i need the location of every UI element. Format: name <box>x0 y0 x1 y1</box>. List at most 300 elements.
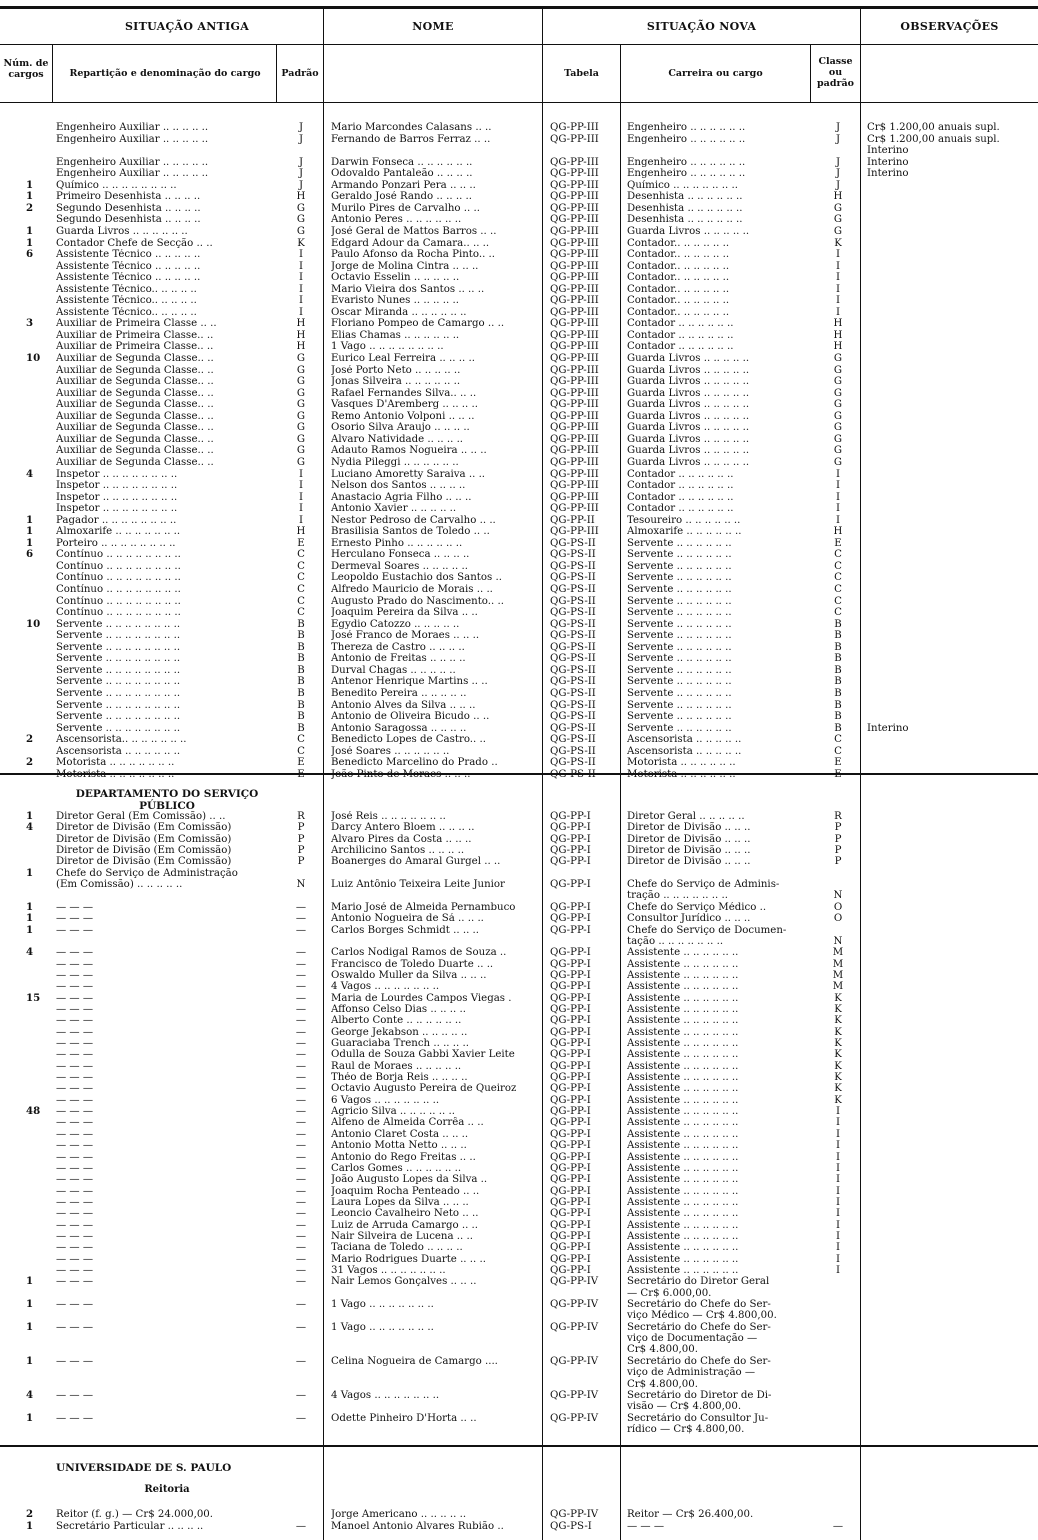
cell-pad: — <box>295 1026 307 1038</box>
cell-pad: C <box>297 595 305 607</box>
cell-cargo: Servente .. .. .. .. .. .. .. .. <box>56 618 181 630</box>
cell-cls: K <box>834 1094 842 1106</box>
cell-cls: C <box>834 745 842 757</box>
cell-tab: QG-PP-III <box>550 433 599 445</box>
cell-cls: C <box>834 607 842 619</box>
cell-tab: QG-PP-III <box>550 249 599 261</box>
cell-cargo: Auxiliar de Segunda Classe.. .. <box>56 410 214 422</box>
cell-car: Secretário do Chefe do Ser- <box>627 1321 771 1333</box>
cell-cargo: Primeiro Desenhista .. .. .. .. <box>56 191 201 203</box>
cell-cls: J <box>835 168 841 180</box>
cell-car: Assistente .. .. .. .. .. .. <box>627 1094 739 1106</box>
cell-nome: Nair Lemos Gonçalves .. .. .. <box>331 1276 477 1288</box>
cell-pad: G <box>296 214 306 226</box>
cell-num: 4 <box>26 1389 34 1401</box>
cell-cls: K <box>834 1072 842 1084</box>
cell-nome: Alvaro Pires da Costa .. .. .. <box>331 833 472 845</box>
cell-cls: C <box>834 560 842 572</box>
cell-pad: N <box>296 879 306 891</box>
cell-car: rídico — Cr$ 4.800,00. <box>627 1423 745 1435</box>
cell-num: 6 <box>26 249 34 261</box>
cell-nome: Floriano Pompeo de Camargo .. .. <box>331 318 505 330</box>
cell-cargo: Diretor de Divisão (Em Comissão) <box>56 833 232 845</box>
cell-tab: QG-PS-II <box>550 560 596 572</box>
cell-tab: QG-PP-IV <box>550 1299 599 1311</box>
cell-pad: — <box>295 1355 307 1367</box>
cell-cls: K <box>834 1038 842 1049</box>
cell-pad: B <box>297 711 305 723</box>
cell-pad: — <box>295 1230 307 1242</box>
cell-tab: QG-PP-III <box>550 468 599 480</box>
cell-pad: G <box>296 399 306 411</box>
header-observacoes: OBSERVAÇÕES <box>900 20 999 33</box>
cell-tab: QG-PP-IV <box>550 1355 599 1367</box>
cell-pad: — <box>295 1321 307 1333</box>
cell-pad: — <box>295 913 307 925</box>
cell-car: Engenheiro .. .. .. .. .. .. <box>627 133 746 145</box>
cell-pad: — <box>295 1072 307 1084</box>
cell-cls: I <box>835 1128 841 1140</box>
cell-nome: Leoncio Cavalheiro Neto .. .. <box>331 1208 479 1220</box>
cell-cargo: Auxiliar de Segunda Classe.. .. <box>56 433 214 445</box>
cell-nome: Elias Chamas .. .. .. .. .. .. <box>331 329 460 341</box>
cell-cargo: — — — <box>56 1185 94 1197</box>
cell-cargo: Contador Chefe de Secção .. .. <box>56 237 213 249</box>
cell-pad: I <box>298 272 304 284</box>
cell-cargo: Químico .. .. .. .. .. .. .. .. <box>56 179 177 191</box>
cell-car: Servente .. .. .. .. .. .. <box>627 653 732 665</box>
cell-pad: J <box>298 122 304 133</box>
cell-tab: QG-PP-III <box>550 168 599 180</box>
cell-car: Servente .. .. .. .. .. .. <box>627 699 732 711</box>
cell-tab: QG-PP-III <box>550 122 599 133</box>
cell-tab: QG-PP-III <box>550 422 599 434</box>
cell-tab: QG-PP-III <box>550 526 599 538</box>
cell-pad: — <box>295 1128 307 1140</box>
cell-num: 1 <box>26 526 34 538</box>
cell-cls: I <box>835 503 841 515</box>
cell-cls: G <box>833 202 843 214</box>
cell-car: Chefe do Serviço Médico .. <box>627 901 767 913</box>
cell-tab: QG-PP-III <box>550 503 599 515</box>
cell-car: Guarda Livros .. .. .. .. .. <box>627 399 750 411</box>
cell-cls: P <box>834 856 842 868</box>
cell-num: 1 <box>26 514 34 526</box>
cell-pad: G <box>296 410 306 422</box>
cell-nome: Antonio Claret Costa .. .. .. <box>331 1128 469 1140</box>
cell-tab: QG-PP-I <box>550 1230 591 1242</box>
col-rule-5 <box>620 44 621 1540</box>
cell-car: Assistente .. .. .. .. .. .. <box>627 1253 739 1265</box>
cell-pad: — <box>295 958 307 970</box>
cell-tab: QG-PP-III <box>550 329 599 341</box>
cell-car: Servente .. .. .. .. .. .. <box>627 676 732 688</box>
cell-pad: — <box>295 1162 307 1174</box>
cell-obs: Cr$ 1.200,00 anuais supl. <box>867 122 1000 133</box>
cell-car: Guarda Livros .. .. .. .. .. <box>627 456 750 468</box>
cell-nome: Murilo Pires de Carvalho .. .. <box>331 202 480 214</box>
cell-cargo: Inspetor .. .. .. .. .. .. .. .. <box>56 468 178 480</box>
cell-pad: H <box>296 191 306 203</box>
cell-car: Desenhista .. .. .. .. .. .. <box>627 202 743 214</box>
cell-cls: J <box>835 133 841 145</box>
cell-cargo: Guarda Livros .. .. .. .. .. .. <box>56 225 188 237</box>
cell-cargo: Engenheiro Auxiliar .. .. .. .. .. <box>56 168 209 180</box>
cell-pad: H <box>296 329 306 341</box>
cell-pad: — <box>295 1412 307 1424</box>
cell-tab: QG-PP-III <box>550 295 599 307</box>
cell-nome: Antonio Motta Netto .. .. .. <box>331 1140 467 1152</box>
cell-tab: QG-PP-I <box>550 833 591 845</box>
cell-cls: C <box>834 572 842 584</box>
cell-tab: QG-PP-I <box>550 1196 591 1208</box>
cell-pad: — <box>295 1174 307 1186</box>
cell-cargo: — — — <box>56 1060 94 1072</box>
cell-nome: Jonas Silveira .. .. .. .. .. .. <box>331 376 461 388</box>
cell-nome: Luiz Antônio Teixeira Leite Junior <box>331 879 505 891</box>
cell-cls: M <box>832 969 844 981</box>
cell-pad: E <box>297 768 305 780</box>
cell-tab: QG-PP-I <box>550 913 591 925</box>
cell-cls: G <box>833 387 843 399</box>
cell-nome: 6 Vagos .. .. .. .. .. .. .. <box>331 1094 440 1106</box>
cell-tab: QG-PS-II <box>550 641 596 653</box>
cell-car: Chefe do Serviço de Adminis- <box>627 879 780 891</box>
cell-car: Contador.. .. .. .. .. .. <box>627 260 730 272</box>
header-divider <box>0 44 1038 45</box>
cell-pad: — <box>295 947 307 959</box>
cell-nome: Manoel Antonio Alvares Rubião .. <box>331 1520 504 1532</box>
cell-cls: J <box>835 156 841 168</box>
cell-car: Diretor de Divisão .. .. .. <box>627 822 751 834</box>
cell-nome: Laura Lopes da Silva .. .. .. <box>331 1196 469 1208</box>
cell-tab: QG-PS-II <box>550 537 596 549</box>
cell-nome: Antonio Xavier .. .. .. .. .. <box>331 503 457 515</box>
cell-pad: G <box>296 445 306 457</box>
cell-nome: Antonio de Freitas .. .. .. .. <box>331 653 466 665</box>
cell-tab: QG-PS-II <box>550 664 596 676</box>
cell-pad: — <box>295 981 307 993</box>
header-situacao-antiga: SITUAÇÃO ANTIGA <box>124 20 250 33</box>
cell-car: viço Médico — Cr$ 4.800,00. <box>627 1310 777 1322</box>
cell-num: 1 <box>26 1276 34 1288</box>
col-rule-3 <box>323 8 324 1540</box>
cell-car: Contador .. .. .. .. .. .. <box>627 468 734 480</box>
cell-cargo: — — — <box>56 1196 94 1208</box>
cell-cargo: Inspetor .. .. .. .. .. .. .. .. <box>56 491 178 503</box>
cell-car: Contador.. .. .. .. .. .. <box>627 283 730 295</box>
cell-nome: Antenor Henrique Martins .. .. <box>331 676 488 688</box>
cell-num: 1 <box>26 913 34 925</box>
cell-tab: QG-PP-I <box>550 901 591 913</box>
cell-cls: M <box>832 958 844 970</box>
cell-tab: QG-PP-IV <box>550 1321 599 1333</box>
cell-cargo: Servente .. .. .. .. .. .. .. .. <box>56 653 181 665</box>
cell-cls: E <box>834 537 842 549</box>
cell-nome: Luiz de Arruda Camargo .. .. <box>331 1219 479 1231</box>
cell-nome: Edgard Adour da Camara.. .. .. <box>331 237 490 249</box>
cell-pad: C <box>297 584 305 595</box>
cell-nome: João Pinto de Moraes .. .. .. <box>331 768 471 780</box>
cell-pad: P <box>297 845 305 857</box>
cell-cls: I <box>835 260 841 272</box>
col-rule-7 <box>860 8 861 1540</box>
cell-car: Servente .. .. .. .. .. .. <box>627 618 732 630</box>
cell-cargo: Contínuo .. .. .. .. .. .. .. .. <box>56 595 181 607</box>
cell-tab: QG-PP-III <box>550 353 599 364</box>
cell-car: visão — Cr$ 4.800,00. <box>627 1401 742 1413</box>
cell-tab: QG-PP-I <box>550 1015 591 1027</box>
cell-cls: G <box>833 433 843 445</box>
cell-tab: QG-PP-I <box>550 992 591 1004</box>
cell-tab: QG-PP-IV <box>550 1276 599 1288</box>
cell-tab: QG-PP-III <box>550 133 599 145</box>
cell-nome: Anastacio Agria Filho .. .. .. <box>331 491 472 503</box>
cell-num: 4 <box>26 947 34 959</box>
cell-nome: Celina Nogueira de Camargo .... <box>331 1355 498 1367</box>
cell-pad: I <box>298 249 304 261</box>
cell-tab: QG-PP-IV <box>550 1509 599 1520</box>
cell-cargo: Engenheiro Auxiliar .. .. .. .. .. <box>56 156 209 168</box>
cell-car: — Cr$ 6.000,00. <box>627 1287 712 1299</box>
cell-tab: QG-PS-II <box>550 722 596 734</box>
cell-car: Guarda Livros .. .. .. .. .. <box>627 410 750 422</box>
cell-tab: QG-PP-I <box>550 1185 591 1197</box>
cell-cls: I <box>835 1265 841 1276</box>
cell-tab: QG-PS-II <box>550 745 596 757</box>
cell-nome: Mario Rodrigues Duarte .. .. .. <box>331 1253 486 1265</box>
cell-nome: 4 Vagos .. .. .. .. .. .. .. <box>331 1389 440 1401</box>
subheader-num: Núm. de cargos <box>3 58 49 80</box>
cell-nome: Jorge Americano .. .. .. .. .. <box>331 1509 467 1520</box>
cell-pad: — <box>295 1276 307 1288</box>
cell-tab: QG-PP-III <box>550 387 599 399</box>
cell-pad: J <box>298 168 304 180</box>
cell-car: Secretário do Diretor Geral <box>627 1276 770 1288</box>
cell-num: 4 <box>26 468 34 480</box>
cell-cargo: Engenheiro Auxiliar .. .. .. .. .. <box>56 122 209 133</box>
cell-nome: Rafael Fernandes Silva.. .. .. <box>331 387 477 399</box>
cell-car: Contador .. .. .. .. .. .. <box>627 318 734 330</box>
cell-car: Servente .. .. .. .. .. .. <box>627 584 732 595</box>
cell-tab: QG-PP-I <box>550 1253 591 1265</box>
cell-tab: QG-PP-III <box>550 491 599 503</box>
cell-cargo: Engenheiro Auxiliar .. .. .. .. .. <box>56 133 209 145</box>
cell-nome: Darwin Fonseca .. .. .. .. .. .. <box>331 156 473 168</box>
cell-cls: H <box>833 341 843 353</box>
cell-nome: Carlos Nodigal Ramos de Souza .. <box>331 947 507 959</box>
cell-obs: Interino <box>867 145 909 157</box>
cell-num: 1 <box>26 867 34 879</box>
cell-cargo: — — — <box>56 924 94 936</box>
cell-num: 1 <box>26 924 34 936</box>
cell-cls: B <box>834 722 842 734</box>
cell-cls: I <box>835 1208 841 1220</box>
cell-cls: K <box>834 1003 842 1015</box>
header-bottom-rule <box>0 102 1038 103</box>
cell-car: Servente .. .. .. .. .. .. <box>627 607 732 619</box>
cell-num: 48 <box>26 1106 41 1118</box>
cell-pad: — <box>295 992 307 1004</box>
cell-cls: B <box>834 687 842 699</box>
cell-nome: Joaquim Pereira da Silva .. .. <box>331 607 478 619</box>
cell-cargo: Motorista .. .. .. .. .. .. .. <box>56 757 175 769</box>
cell-num: 1 <box>26 1321 34 1333</box>
cell-car: Guarda Livros .. .. .. .. .. <box>627 353 750 364</box>
cell-nome: Alfredo Mauricio de Morais .. .. <box>331 584 493 595</box>
cell-tab: QG-PP-I <box>550 856 591 868</box>
cell-pad: K <box>297 237 305 249</box>
cell-cargo: Auxiliar de Primeira Classe .. .. <box>56 318 217 330</box>
cell-car: Contador .. .. .. .. .. .. <box>627 491 734 503</box>
cell-car: tração .. .. .. .. .. .. .. <box>627 890 728 902</box>
cell-car: Tesoureiro .. .. .. .. .. .. <box>627 514 741 526</box>
cell-tab: QG-PP-III <box>550 364 599 376</box>
cell-cargo: — — — <box>56 969 94 981</box>
cell-cls: K <box>834 1049 842 1061</box>
cell-tab: QG-PP-I <box>550 1106 591 1118</box>
cell-cls: — <box>832 1520 844 1532</box>
cell-nome: 1 Vago .. .. .. .. .. .. .. .. <box>331 341 444 353</box>
cell-tab: QG-PP-III <box>550 376 599 388</box>
cell-cls: C <box>834 584 842 595</box>
cell-tab: QG-PS-II <box>550 768 596 780</box>
cell-cls: B <box>834 653 842 665</box>
cell-nome: Taciana de Toledo .. .. .. .. <box>331 1242 463 1254</box>
cell-cargo: — — — <box>56 1038 94 1049</box>
cell-cls: B <box>834 711 842 723</box>
cell-nome: Dermeval Soares .. .. .. .. .. <box>331 560 468 572</box>
cell-nome: Théo de Borja Reis .. .. .. .. <box>331 1072 468 1084</box>
cell-cargo: — — — <box>56 1094 94 1106</box>
cell-nome: Nair Silveira de Lucena .. .. <box>331 1230 473 1242</box>
cell-pad: B <box>297 699 305 711</box>
cell-car: viço de Documentação — <box>627 1333 758 1345</box>
cell-cargo: Inspetor .. .. .. .. .. .. .. .. <box>56 503 178 515</box>
cell-car: Assistente .. .. .. .. .. .. <box>627 1242 739 1254</box>
cell-car: Assistente .. .. .. .. .. .. <box>627 1049 739 1061</box>
cell-cargo: Motorista .. .. .. .. .. .. .. <box>56 768 175 780</box>
cell-cargo: Servente .. .. .. .. .. .. .. .. <box>56 722 181 734</box>
cell-cargo: Servente .. .. .. .. .. .. .. .. <box>56 687 181 699</box>
cell-cargo: Diretor de Divisão (Em Comissão) <box>56 845 232 857</box>
cell-num: 1 <box>26 537 34 549</box>
cell-obs: Interino <box>867 722 909 734</box>
cell-cargo: — — — <box>56 1117 94 1129</box>
cell-cls: I <box>835 283 841 295</box>
cell-tab: QG-PS-II <box>550 757 596 769</box>
cell-nome: Paulo Afonso da Rocha Pinto.. .. <box>331 249 496 261</box>
cell-cls: E <box>834 768 842 780</box>
cell-cargo: Diretor Geral (Em Comissão) .. .. <box>56 811 226 822</box>
cell-nome: José Geral de Mattos Barros .. .. <box>331 225 497 237</box>
cell-cargo: Assistente Técnico .. .. .. .. .. <box>56 249 201 261</box>
cell-car: Assistente .. .. .. .. .. .. <box>627 981 739 993</box>
cell-cargo: — — — <box>56 1128 94 1140</box>
cell-nome: Jorge de Molina Cintra .. .. .. <box>331 260 479 272</box>
cell-pad: — <box>295 901 307 913</box>
cell-cargo: Contínuo .. .. .. .. .. .. .. .. <box>56 549 181 561</box>
cell-pad: — <box>295 1299 307 1311</box>
section2-bottom-rule <box>0 1445 1038 1447</box>
cell-cls: M <box>832 981 844 993</box>
cell-cls: I <box>835 1230 841 1242</box>
cell-pad: C <box>297 734 305 746</box>
cell-pad: — <box>295 1520 307 1532</box>
cell-pad: E <box>297 757 305 769</box>
cell-cls: P <box>834 822 842 834</box>
cell-nome: José Porto Neto .. .. .. .. .. <box>331 364 461 376</box>
cell-num: 1 <box>26 1355 34 1367</box>
subheader-tabela: Tabela <box>564 68 599 79</box>
cell-nome: Nydia Pileggi .. .. .. .. .. .. <box>331 456 459 468</box>
cell-car: Servente .. .. .. .. .. .. <box>627 630 732 642</box>
cell-pad: I <box>298 503 304 515</box>
cell-pad: — <box>295 924 307 936</box>
cell-cargo: Assistente Técnico.. .. .. .. .. <box>56 306 197 318</box>
cell-car: Assistente .. .. .. .. .. .. <box>627 1015 739 1027</box>
cell-cls: I <box>835 1151 841 1163</box>
cell-tab: QG-PP-II <box>550 514 595 526</box>
cell-cls: J <box>835 179 841 191</box>
cell-tab: QG-PS-II <box>550 572 596 584</box>
cell-car: viço de Administração — <box>627 1367 756 1379</box>
cell-pad: — <box>295 1208 307 1220</box>
cell-nome: José Soares .. .. .. .. .. .. <box>331 745 450 757</box>
cell-car: Assistente .. .. .. .. .. .. <box>627 1060 739 1072</box>
cell-nome: George Jekabson .. .. .. .. .. <box>331 1026 468 1038</box>
cell-num: 4 <box>26 822 34 834</box>
cell-cls: G <box>833 410 843 422</box>
cell-cls: I <box>835 249 841 261</box>
cell-cargo: Auxiliar de Primeira Classe.. .. <box>56 341 214 353</box>
cell-car: Assistente .. .. .. .. .. .. <box>627 1026 739 1038</box>
cell-pad: H <box>296 318 306 330</box>
cell-car: Assistente .. .. .. .. .. .. <box>627 1265 739 1276</box>
cell-cls: G <box>833 445 843 457</box>
cell-car: Secretário do Diretor de Di- <box>627 1389 772 1401</box>
cell-nome: Ernesto Pinho .. .. .. .. .. .. <box>331 537 463 549</box>
cell-tab: QG-PP-I <box>550 1038 591 1049</box>
cell-cls: K <box>834 1015 842 1027</box>
cell-tab: QG-PP-III <box>550 445 599 457</box>
cell-cls: C <box>834 734 842 746</box>
cell-pad: I <box>298 295 304 307</box>
cell-car: Assistente .. .. .. .. .. .. <box>627 1151 739 1163</box>
col-rule-1 <box>52 44 53 102</box>
cell-cls: B <box>834 630 842 642</box>
cell-tab: QG-PS-II <box>550 711 596 723</box>
cell-cargo: — — — <box>56 1321 94 1333</box>
cell-pad: — <box>295 1389 307 1401</box>
cell-cls: G <box>833 225 843 237</box>
cell-cargo: Assistente Técnico .. .. .. .. .. <box>56 260 201 272</box>
cell-cls: I <box>835 295 841 307</box>
cell-car: Desenhista .. .. .. .. .. .. <box>627 191 743 203</box>
cell-tab: QG-PP-III <box>550 272 599 284</box>
cell-car: Guarda Livros .. .. .. .. .. <box>627 364 750 376</box>
cell-cls: P <box>834 833 842 845</box>
cell-cargo: Reitor (f. g.) — Cr$ 24.000,00. <box>56 1509 214 1520</box>
cell-pad: — <box>295 1060 307 1072</box>
cell-car: Servente .. .. .. .. .. .. <box>627 711 732 723</box>
cell-nome: Carlos Borges Schmidt .. .. .. <box>331 924 480 936</box>
cell-pad: I <box>298 306 304 318</box>
cell-car: Assistente .. .. .. .. .. .. <box>627 1208 739 1220</box>
cell-cls: O <box>833 901 843 913</box>
cell-car: Engenheiro .. .. .. .. .. .. <box>627 156 746 168</box>
cell-cargo: — — — <box>56 1230 94 1242</box>
